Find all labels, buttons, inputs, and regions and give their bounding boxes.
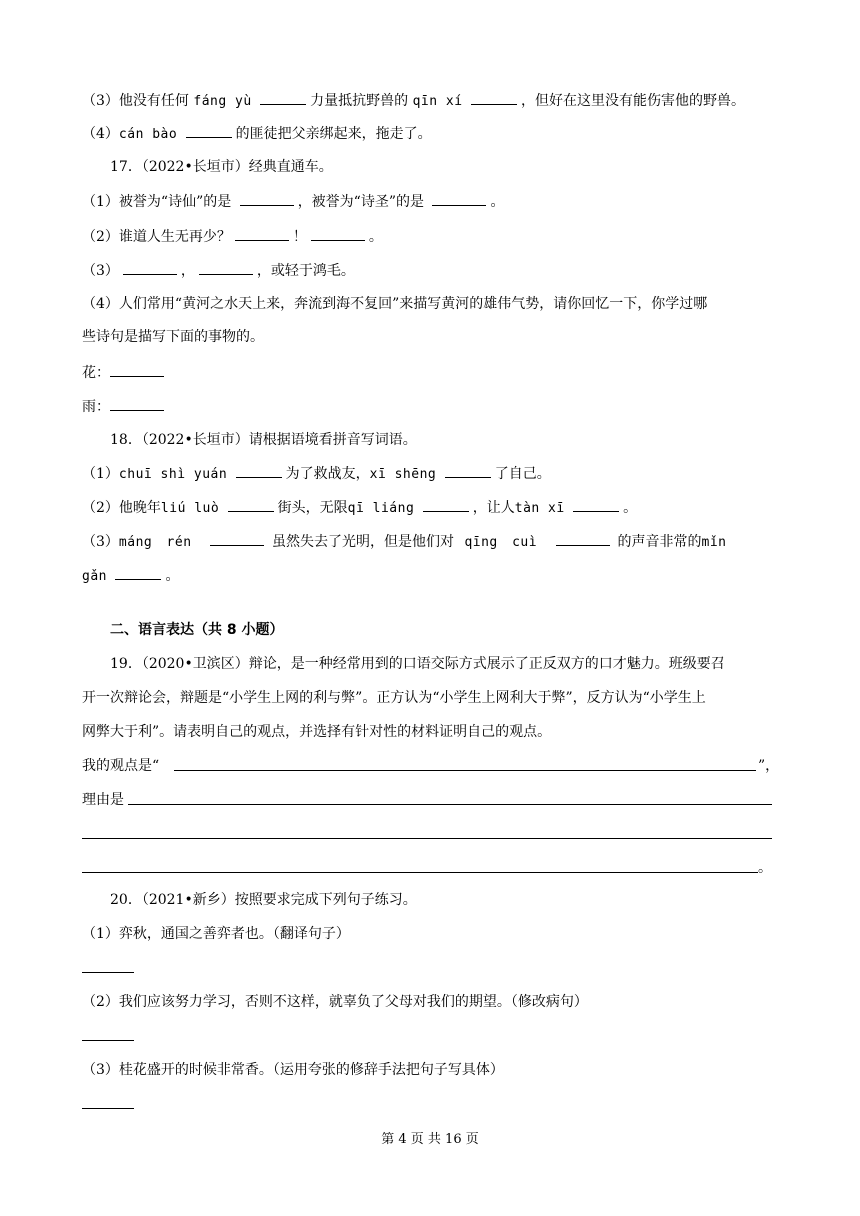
q19-reason-prefix: 理由是: [82, 792, 124, 808]
q19-end-mark: 。: [758, 860, 772, 876]
q18-s3-text-a: （3）: [82, 534, 119, 550]
answer-blank[interactable]: [423, 497, 469, 512]
q17-s2-text-a: （2）谁道人生无再少？: [82, 229, 231, 245]
flower-label: 花：: [82, 365, 110, 381]
q17-rain: [82, 396, 168, 417]
pinyin-qinxi: qīn xí: [412, 94, 463, 109]
q18-sub2: [82, 497, 637, 519]
pinyin-tanxi: tàn xī: [514, 501, 565, 516]
q19-viewpoint-suffix: ”，: [758, 758, 780, 774]
q17-sub2: [82, 226, 383, 247]
q17-s3-text-a: （3）: [82, 263, 119, 279]
q17-s2-text-c: 。: [368, 229, 383, 245]
q20-title: 20．（2021•新乡）按照要求完成下列句子练习。: [110, 892, 417, 908]
pinyin-gan: gǎn: [82, 569, 107, 584]
q16-sub4: [82, 123, 432, 145]
q19-viewpoint-prefix: 我的观点是“: [82, 758, 160, 774]
pinyin-qingcui: qīng cuì: [464, 535, 538, 550]
answer-blank[interactable]: [556, 531, 610, 546]
q17-flower: [82, 362, 168, 383]
answer-blank[interactable]: [210, 531, 264, 546]
q18-s3-text-c: 的声音非常的: [617, 534, 702, 550]
q19-line2: 开一次辩论会，辩题是“小学生上网的利与弊”。正方认为“小学生上网利大于弊”，反方认为“小学生上: [82, 690, 706, 706]
answer-blank[interactable]: [110, 396, 164, 411]
q16-s3-text-b: 力量抵抗野兽的: [310, 93, 409, 109]
viewpoint-answer-line[interactable]: [174, 770, 756, 771]
answer-blank[interactable]: [240, 191, 294, 206]
q17-s2-text-b: ！: [292, 229, 307, 245]
q17-s1-text-c: 。: [490, 194, 505, 210]
answer-blank[interactable]: [573, 497, 619, 512]
answer-blank[interactable]: [115, 565, 161, 580]
q16-s3-text-c: ，但好在这里没有能伤害他的野兽。: [521, 93, 745, 109]
q18-s2-text-c: ，让人: [472, 500, 515, 516]
q18-s2-text-d: 。: [623, 500, 638, 516]
answer-blank[interactable]: [199, 260, 253, 275]
q18-s2-text-b: 街头，无限: [277, 500, 348, 516]
q17-sub4-line1: （4）人们常用“黄河之水天上来，奔流到海不复回”来描写黄河的雄伟气势，请你回忆一下，你学过哪: [82, 296, 708, 312]
answer-blank[interactable]: [228, 497, 274, 512]
answer-blank[interactable]: [445, 463, 491, 478]
q16-s4-text-a: （4）: [82, 126, 119, 142]
q17-s1-text-b: ，被誉为“诗圣”的是: [297, 194, 425, 210]
pinyin-fangyu: fáng yù: [193, 94, 252, 109]
answer-blank[interactable]: [186, 123, 232, 138]
pinyin-qiliang: qī liáng: [347, 501, 415, 516]
section-heading: 二、语言表达（共 8 小题）: [110, 622, 284, 638]
answer-blank[interactable]: [311, 226, 365, 241]
q18-s1-text-c: 了自己。: [494, 466, 551, 482]
pinyin-canbao: cán bào: [118, 127, 178, 142]
q20-sub3: （3）桂花盛开的时候非常香。（运用夸张的修辞手法把句子写具体）: [82, 1062, 504, 1078]
answer-blank[interactable]: [82, 1040, 134, 1041]
q18-title: 18．（2022•长垣市）请根据语境看拼音写词语。: [110, 432, 417, 448]
answer-blank[interactable]: [260, 90, 306, 105]
answer-blank[interactable]: [82, 1108, 134, 1109]
q19-line3: 网弊大于利”。请表明自己的观点，并选择有针对性的材料证明自己的观点。: [82, 724, 552, 740]
answer-blank[interactable]: [471, 90, 517, 105]
q18-sub1: [82, 463, 551, 485]
pinyin-xisheng: xī shēng: [369, 467, 437, 482]
answer-blank[interactable]: [432, 191, 486, 206]
answer-blank[interactable]: [235, 226, 289, 241]
q17-s1-text-a: （1）被誉为“诗仙”的是: [82, 194, 232, 210]
q18-sub3-line2: [82, 565, 179, 587]
page-number: 第 4 页 共 16 页: [381, 1132, 479, 1147]
q17-sub3: [82, 260, 355, 281]
pinyin-mangren: máng rén: [118, 535, 192, 550]
q17-s3-text-b: ，: [180, 263, 195, 279]
q17-sub1: [82, 191, 504, 212]
q17-title: 17．（2022•长垣市）经典直通车。: [110, 159, 333, 175]
q20-sub1: （1）弈秋，通国之善弈者也。（翻译句子）: [82, 926, 350, 942]
answer-blank[interactable]: [82, 972, 134, 973]
q20-sub2: （2）我们应该努力学习，否则不这样，就辜负了父母对我们的期望。（修改病句）: [82, 994, 588, 1010]
q18-s1-text-a: （1）: [82, 466, 119, 482]
q18-s1-text-b: 为了救战友，: [285, 466, 370, 482]
q18-sub3-line1: [82, 531, 727, 553]
q19-line1: 19．（2020•卫滨区）辩论，是一种经常用到的口语交际方式展示了正反双方的口才魅力。班级要召: [110, 656, 725, 672]
q18-s3-text-d: 。: [165, 568, 180, 584]
reason-answer-line[interactable]: [82, 838, 772, 839]
answer-blank[interactable]: [110, 362, 164, 377]
reason-answer-line[interactable]: [128, 804, 772, 805]
q18-s2-text-a: （2）他晚年: [82, 500, 161, 516]
q16-s3-text-a: （3）他没有任何: [82, 93, 189, 109]
reason-answer-line[interactable]: [82, 872, 758, 873]
q17-s3-text-c: ，或轻于鸿毛。: [256, 263, 355, 279]
q16-sub3: [82, 90, 745, 112]
answer-blank[interactable]: [123, 260, 177, 275]
pinyin-chuishiyuan: chuī shì yuán: [118, 467, 228, 482]
answer-blank[interactable]: [236, 463, 282, 478]
q18-s3-text-b: 虽然失去了光明，但是他们对: [272, 534, 454, 550]
pinyin-min: mǐn: [701, 535, 727, 550]
q17-sub4-line2: 些诗句是描写下面的事物的。: [82, 329, 264, 345]
q16-s4-text-b: 的匪徒把父亲绑起来，拖走了。: [235, 126, 432, 142]
rain-label: 雨：: [82, 399, 110, 415]
pinyin-liuluo: liú luò: [160, 501, 220, 516]
